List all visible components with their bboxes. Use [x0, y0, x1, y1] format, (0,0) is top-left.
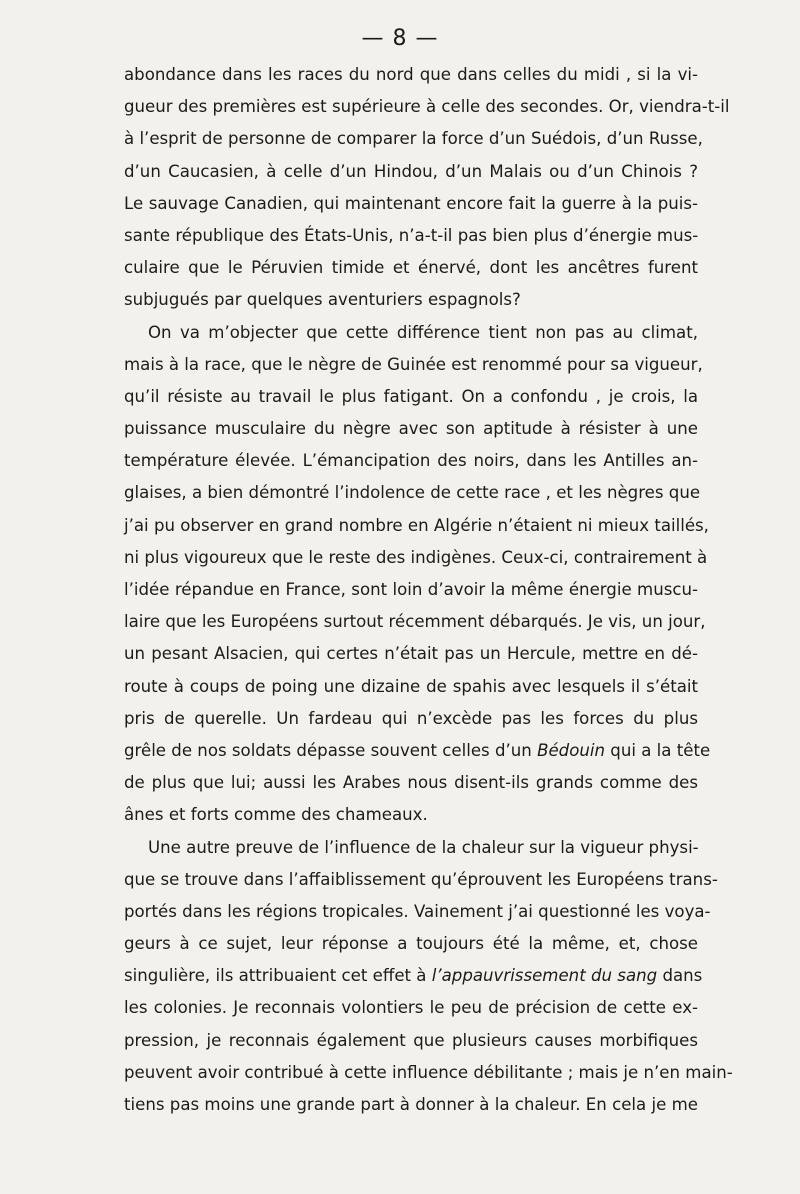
- text-line: de plus que lui; aussi les Arabes nous disent-ils grands comme des: [124, 773, 698, 793]
- text-line: pris de querelle. Un fardeau qui n’excède pas les forces du plus: [124, 708, 698, 728]
- text-line: geurs à ce sujet, leur réponse a toujours été la même, et, chose: [124, 934, 698, 954]
- text-fragment: singulière, ils attribuaient cet effet à: [124, 966, 432, 986]
- text-line: Une autre preuve de l’influence de la chaleur sur la vigueur physi-: [148, 837, 699, 857]
- text-line: ni plus vigoureux que le reste des indigènes. Ceux-ci, contrairement à: [124, 547, 708, 567]
- text-line: j’ai pu observer en grand nombre en Algérie n’étaient ni mieux taillés,: [124, 515, 709, 535]
- text-line: l’idée répandue en France, sont loin d’avoir la même énergie muscu-: [124, 580, 698, 599]
- text-line: route à coups de poing une dizaine de spahis avec lesquels il s’était: [124, 676, 698, 696]
- text-line: qu’il résiste au travail le plus fatigant. On a confondu , je crois, la: [124, 386, 698, 406]
- text-line: mais à la race, que le nègre de Guinée est renommé pour sa vigueur,: [124, 354, 703, 374]
- text-line: ânes et forts comme des chameaux.: [124, 805, 428, 825]
- text-line: tiens pas moins une grande part à donner à la chaleur. En cela je me: [124, 1095, 698, 1114]
- text-line: d’un Caucasien, à celle d’un Hindou, d’un Malais ou d’un Chinois ?: [124, 161, 698, 181]
- text-line: un pesant Alsacien, qui certes n’était pas un Hercule, mettre en dé-: [124, 644, 698, 664]
- text-line: que se trouve dans l’affaiblissement qu’éprouvent les Européens trans-: [124, 869, 718, 889]
- text-line: On va m’objecter que cette différence tient non pas au climat,: [148, 322, 698, 342]
- text-line-with-italic: [124, 960, 703, 992]
- text-line: laire que les Européens surtout récemment débarqués. Je vis, un jour,: [124, 612, 706, 632]
- text-line: sante république des États-Unis, n’a-t-il pas bien plus d’énergie mus-: [124, 225, 699, 245]
- text-line: les colonies. Je reconnais volontiers le peu de précision de cette ex-: [124, 998, 698, 1018]
- italic-term: Bédouin: [537, 740, 606, 760]
- text-line: peuvent avoir contribué à cette influence débilitante ; mais je n’en main-: [124, 1062, 733, 1082]
- page-number: — 8 —: [361, 26, 439, 51]
- text-line: subjugués par quelques aventuriers espagnols?: [124, 290, 521, 310]
- text-line: culaire que le Péruvien timide et énervé, dont les ancêtres furent: [124, 258, 698, 278]
- text-line: Le sauvage Canadien, qui maintenant encore fait la guerre à la puis-: [124, 193, 698, 213]
- text-line: abondance dans les races du nord que dans celles du midi , si la vi-: [124, 65, 698, 84]
- text-fragment: dans: [657, 966, 703, 986]
- text-line: pression, je reconnais également que plusieurs causes morbifiques: [124, 1030, 698, 1050]
- text-line: à l’esprit de personne de comparer la force d’un Suédois, d’un Russe,: [124, 129, 703, 149]
- text-line: température élevée. L’émancipation des noirs, dans les Antilles an-: [124, 451, 698, 471]
- italic-term: l’appauvrissement du sang: [431, 966, 658, 986]
- text-line: gueur des premières est supérieure à celle des secondes. Or, viendra-t-il: [124, 97, 730, 117]
- text-line-with-italic: [124, 735, 711, 767]
- text-fragment: grêle de nos soldats dépasse souvent celles d’un: [124, 740, 538, 760]
- text-fragment: qui a la tête: [605, 740, 711, 760]
- body-text: [124, 59, 733, 1121]
- text-line: glaises, a bien démontré l’indolence de cette race , et les nègres que: [124, 483, 701, 503]
- text-line: portés dans les régions tropicales. Vainement j’ai questionné les voya-: [124, 901, 711, 921]
- text-line: puissance musculaire du nègre avec son aptitude à résister à une: [124, 419, 698, 439]
